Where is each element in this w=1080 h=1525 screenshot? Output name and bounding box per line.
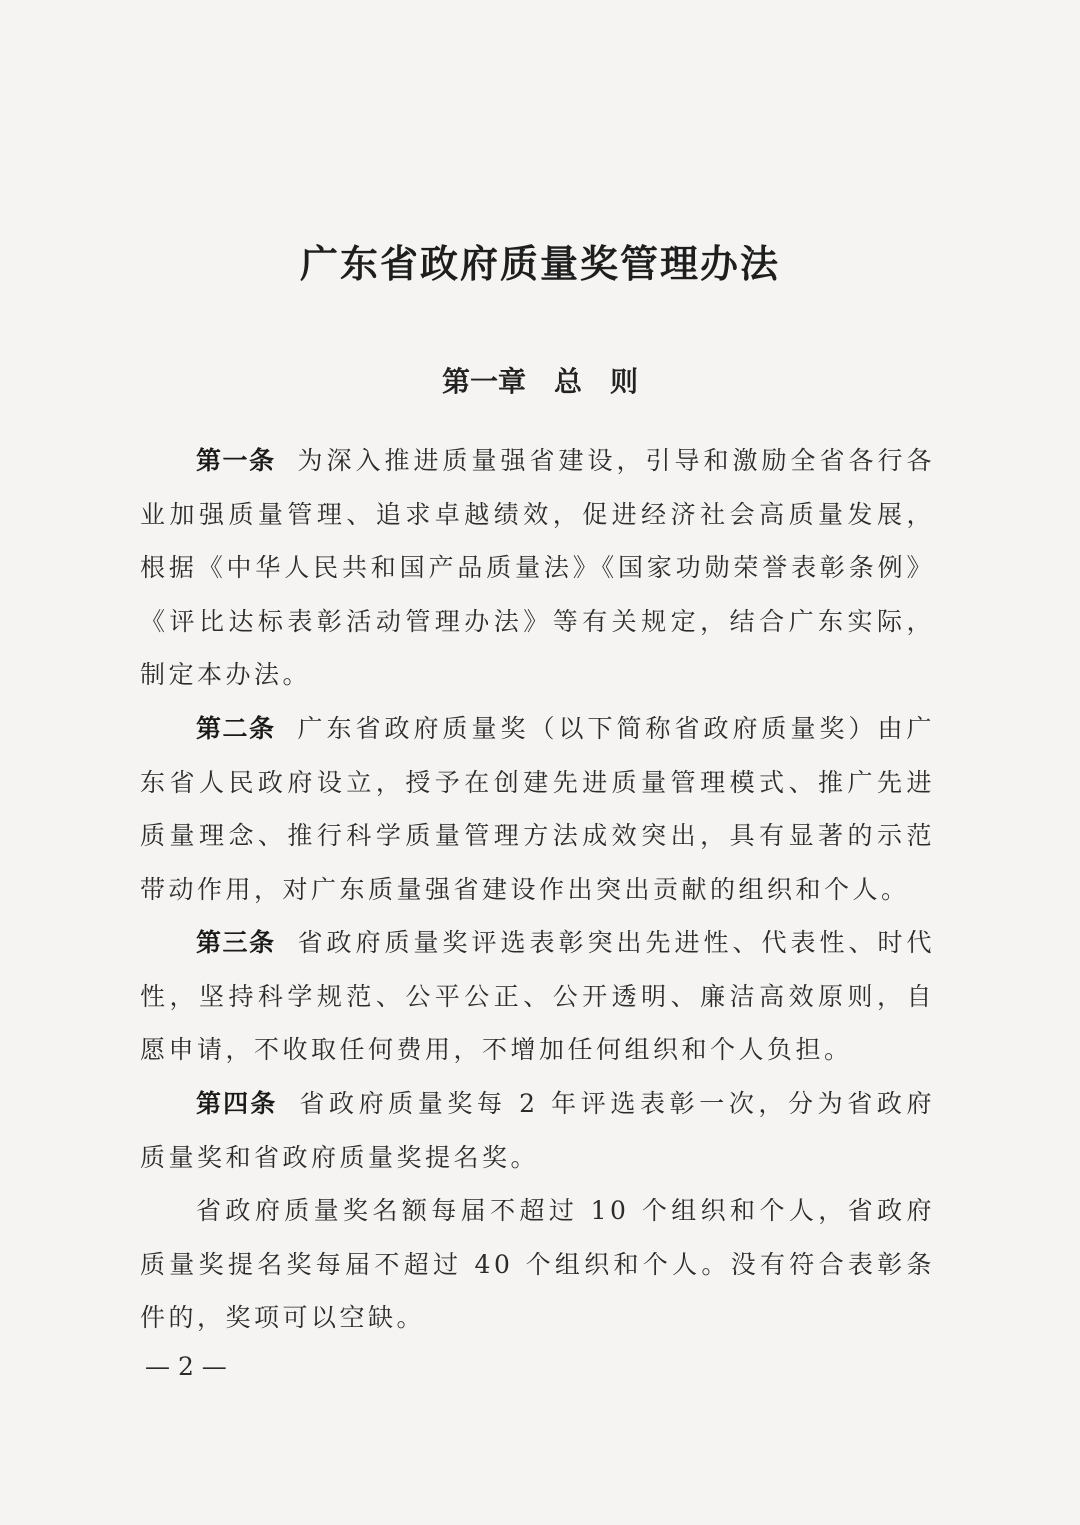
article-1-text: 为深入推进质量强省建设，引导和激励全省各行各业加强质量管理、追求卓越绩效，促进经济社会高质量发展，根据《中华人民共和国产品质量法》《国家功勋荣誉表彰条例》《评比达标表彰活动管理办法》等有关规定，结合广东实际，制定本办法。 [140,446,935,689]
article-1 [140,434,935,702]
article-4-paragraph: 省政府质量奖名额每届不超过 10 个组织和个人，省政府质量奖提名奖每届不超过 40 个组织和个人。没有符合表彰条件的，奖项可以空缺。 [140,1196,935,1332]
chapter-heading: 第一章 总 则 [441,365,638,398]
article-2 [140,702,935,916]
document-title: 广东省政府质量奖管理办法 [299,241,780,286]
article-3-label: 第三条 [196,928,276,957]
article-3 [140,916,935,1077]
article-1-label: 第一条 [196,446,276,475]
article-2-label: 第二条 [196,714,276,743]
page-number: — 2 — [145,1352,227,1381]
article-2-text: 广东省政府质量奖（以下简称省政府质量奖）由广东省人民政府设立，授予在创建先进质量管理模式、推广先进质量理念、推行科学质量管理方法成效突出，具有显著的示范带动作用，对广东质量强省建设作出突出贡献的组织和个人。 [140,714,935,904]
article-3-text: 省政府质量奖评选表彰突出先进性、代表性、时代性，坚持科学规范、公平公正、公开透明、廉洁高效原则，自愿申请，不收取任何费用，不增加任何组织和个人负担。 [140,928,935,1064]
article-4-label: 第四条 [196,1089,278,1118]
article-4 [140,1077,935,1184]
article-4-text: 省政府质量奖每 2 年评选表彰一次，分为省政府质量奖和省政府质量奖提名奖。 [140,1089,935,1172]
